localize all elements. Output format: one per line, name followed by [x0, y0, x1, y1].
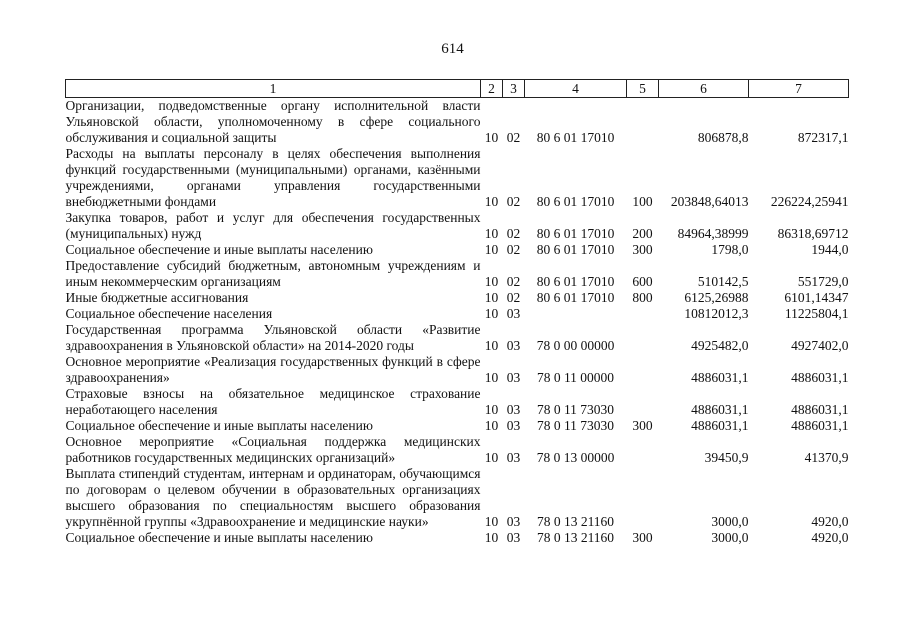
- row-target-code: 78 0 11 73030: [536, 418, 615, 433]
- row-subsection: 03: [506, 450, 521, 465]
- row-expense-type: [627, 434, 659, 466]
- row-section: 10: [484, 402, 499, 417]
- col-header-4: 4: [525, 80, 627, 98]
- row-section: 10: [484, 514, 499, 529]
- table-row: [66, 210, 849, 242]
- table-row: [66, 386, 849, 418]
- row-target-code: 78 0 11 00000: [536, 370, 615, 385]
- row-name: Выплата стипендий студентам, интернам и ординаторам, обучающимся по договорам о целевом обучении в образовательных организациях высшего образования по специальностям высшего образования укрупнённой группы «Здравоохранение и медицинские науки»: [65, 466, 481, 529]
- row-amount-col7: 226224,25941: [770, 194, 849, 209]
- row-expense-type: 300: [632, 530, 653, 545]
- row-subsection: 02: [506, 130, 521, 145]
- row-section: 10: [484, 274, 499, 289]
- row-amount-col6: 203848,64013: [670, 194, 749, 209]
- table-row: [66, 290, 849, 306]
- header-row: [66, 80, 849, 98]
- row-target-code: 78 0 13 00000: [536, 450, 615, 465]
- col-header-1: 1: [66, 80, 481, 98]
- row-name: Иные бюджетные ассигнования: [65, 290, 249, 305]
- col-header-7: 7: [749, 80, 849, 98]
- row-subsection: 02: [506, 194, 521, 209]
- row-section: 10: [484, 306, 499, 321]
- col-header-2: 2: [481, 80, 503, 98]
- row-amount-col6: 6125,26988: [684, 290, 749, 305]
- row-name: Социальное обеспечение населения: [65, 306, 273, 321]
- row-name: Государственная программа Ульяновской области «Развитие здравоохранения в Ульяновской области» на 2014-2020 годы: [65, 322, 481, 353]
- row-amount-col6: 3000,0: [711, 530, 749, 545]
- table-row: [66, 242, 849, 258]
- table-row: [66, 466, 849, 530]
- row-subsection: 03: [506, 530, 521, 545]
- row-expense-type: [627, 98, 659, 147]
- table-row: [66, 258, 849, 290]
- row-amount-col7: 1944,0: [811, 242, 849, 257]
- row-target-code: 80 6 01 17010: [536, 194, 615, 209]
- row-section: 10: [484, 338, 499, 353]
- row-expense-type: 200: [632, 226, 653, 241]
- row-section: 10: [484, 418, 499, 433]
- row-section: 10: [484, 530, 499, 545]
- table-row: [66, 530, 849, 546]
- row-subsection: 03: [506, 370, 521, 385]
- row-target-code: 80 6 01 17010: [536, 274, 615, 289]
- row-subsection: 03: [506, 338, 521, 353]
- row-name: Организации, подведомственные органу исполнительной власти Ульяновской области, уполномоченному в сфере социального обслуживания и социальной защиты: [65, 98, 481, 145]
- row-section: 10: [484, 130, 499, 145]
- row-name: Социальное обеспечение и иные выплаты населению: [65, 242, 373, 257]
- row-target-code: 80 6 01 17010: [536, 242, 615, 257]
- row-amount-col7: 4920,0: [811, 530, 849, 545]
- row-subsection: 02: [506, 274, 521, 289]
- table-row: [66, 306, 849, 322]
- row-section: 10: [484, 370, 499, 385]
- row-target-code: 78 0 13 21160: [536, 530, 615, 545]
- row-subsection: 03: [506, 418, 521, 433]
- row-amount-col7: 4920,0: [811, 514, 849, 529]
- row-target-code: 78 0 13 21160: [536, 514, 615, 529]
- page-number: 614: [441, 41, 464, 57]
- row-amount-col6: 3000,0: [711, 514, 749, 529]
- row-amount-col7: 872317,1: [797, 130, 849, 145]
- row-expense-type: 300: [632, 242, 653, 257]
- row-name: Основное мероприятие «Реализация государственных функций в сфере здравоохранения»: [65, 354, 481, 385]
- row-expense-type: [627, 466, 659, 530]
- row-amount-col6: 1798,0: [711, 242, 749, 257]
- row-amount-col6: 4886031,1: [691, 402, 749, 417]
- row-target-code: 80 6 01 17010: [536, 226, 615, 241]
- row-expense-type: [627, 386, 659, 418]
- row-amount-col7: 41370,9: [804, 450, 849, 465]
- row-expense-type: [627, 322, 659, 354]
- row-expense-type: [627, 354, 659, 386]
- row-amount-col6: 510142,5: [697, 274, 749, 289]
- row-name: Расходы на выплаты персоналу в целях обеспечения выполнения функций государственными (муниципальными) органами, казёнными учреждениями, органами управления государственными внебюджетными фондами: [65, 146, 481, 209]
- table-row: [66, 434, 849, 466]
- row-target-code: 78 0 00 00000: [536, 338, 615, 353]
- table-row: [66, 98, 849, 147]
- row-amount-col7: 6101,14347: [784, 290, 849, 305]
- row-amount-col7: 4886031,1: [791, 370, 849, 385]
- row-amount-col6: 10812012,3: [684, 306, 749, 321]
- row-subsection: 03: [506, 514, 521, 529]
- row-expense-type: [627, 306, 659, 322]
- row-section: 10: [484, 242, 499, 257]
- col-header-3: 3: [503, 80, 525, 98]
- row-amount-col7: 86318,69712: [777, 226, 849, 241]
- row-subsection: 03: [506, 306, 521, 321]
- row-expense-type: 100: [632, 194, 653, 209]
- row-expense-type: 300: [632, 418, 653, 433]
- row-subsection: 03: [506, 402, 521, 417]
- table-row: [66, 146, 849, 210]
- row-amount-col6: 4925482,0: [691, 338, 749, 353]
- row-target-code: 80 6 01 17010: [536, 130, 615, 145]
- table-row: [66, 322, 849, 354]
- row-subsection: 02: [506, 290, 521, 305]
- row-name: Основное мероприятие «Социальная поддержка медицинских работников государственных медицинских организаций»: [65, 434, 481, 465]
- row-target-code: 78 0 11 73030: [536, 402, 615, 417]
- row-amount-col7: 4886031,1: [791, 418, 849, 433]
- row-target-code: 80 6 01 17010: [536, 290, 615, 305]
- row-amount-col6: 4886031,1: [691, 418, 749, 433]
- table-body: [66, 98, 849, 547]
- row-amount-col7: 4927402,0: [791, 338, 849, 353]
- row-subsection: 02: [506, 226, 521, 241]
- row-name: Социальное обеспечение и иные выплаты населению: [65, 418, 373, 433]
- row-name: Предоставление субсидий бюджетным, автономным учреждениям и иным некоммерческим организациям: [65, 258, 481, 289]
- row-expense-type: 800: [632, 290, 653, 305]
- row-amount-col6: 4886031,1: [691, 370, 749, 385]
- table-row: [66, 418, 849, 434]
- table-header: [66, 80, 849, 98]
- row-section: 10: [484, 290, 499, 305]
- row-amount-col7: 4886031,1: [791, 402, 849, 417]
- row-section: 10: [484, 450, 499, 465]
- budget-table: [65, 79, 849, 546]
- row-section: 10: [484, 226, 499, 241]
- row-amount-col6: 84964,38999: [677, 226, 749, 241]
- row-amount-col6: 806878,8: [697, 130, 749, 145]
- table-row: [66, 354, 849, 386]
- row-amount-col6: 39450,9: [704, 450, 749, 465]
- row-expense-type: 600: [632, 274, 653, 289]
- row-name: Социальное обеспечение и иные выплаты населению: [65, 530, 373, 545]
- row-amount-col7: 551729,0: [797, 274, 849, 289]
- row-amount-col7: 11225804,1: [784, 306, 849, 321]
- row-section: 10: [484, 194, 499, 209]
- row-subsection: 02: [506, 242, 521, 257]
- row-name: Страховые взносы на обязательное медицинское страхование неработающего населения: [65, 386, 481, 417]
- col-header-6: 6: [659, 80, 749, 98]
- row-target-code: [525, 306, 627, 322]
- col-header-5: 5: [627, 80, 659, 98]
- row-name: Закупка товаров, работ и услуг для обеспечения государственных (муниципальных) нужд: [65, 210, 481, 241]
